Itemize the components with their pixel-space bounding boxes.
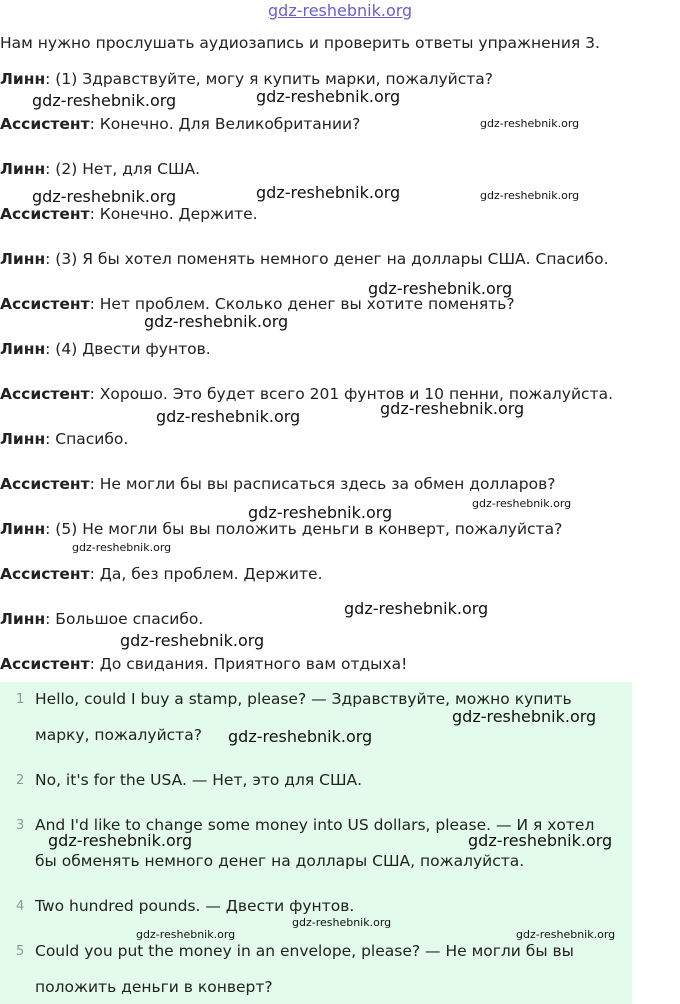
answer-text: марку, пожалуйста? [35,726,202,744]
dialogue-line [0,114,360,134]
answer-number: 4 [16,899,25,914]
line-text: : Да, без проблем. Держите. [89,565,323,583]
speaker-name: Линн [0,250,46,268]
dialogue-line [0,474,555,494]
answer-text: Two hundred pounds. — Двести фунтов. [35,897,355,915]
watermark: gdz-reshebnik.org [292,916,392,929]
line-text: : (5) Не могли бы вы положить деньги в конверт, пожалуйста? [45,520,563,538]
line-text: : (2) Нет, для США. [45,160,201,178]
watermark: gdz-reshebnik.org [452,707,597,726]
dialogue-line [0,654,407,674]
watermark: gdz-reshebnik.org [32,187,177,206]
speaker-name: Ассистент [0,385,90,403]
dialogue-line [0,69,493,89]
watermark: gdz-reshebnik.org [248,503,393,522]
intro-text: Нам нужно прослушать аудиозапись и проверить ответы упражнения 3. [0,34,600,52]
answer-text: Could you put the money in an envelope, please? — Не могли бы вы [35,942,574,960]
speaker-name: Ассистент [0,295,90,313]
line-text: : Хорошо. Это будет всего 201 фунтов и 10 пенни, пожалуйста. [89,385,614,403]
watermark: gdz-reshebnik.org [156,407,301,426]
dialogue-line [0,564,323,584]
speaker-name: Линн [0,430,46,448]
watermark: gdz-reshebnik.org [72,541,172,554]
speaker-name: Ассистент [0,115,90,133]
line-text: : (4) Двести фунтов. [45,340,211,358]
dialogue-line [0,519,562,539]
line-text: : Большое спасибо. [45,610,204,628]
watermark: gdz-reshebnik.org [144,312,289,331]
line-text: : Не могли бы вы расписаться здесь за обмен долларов? [89,475,556,493]
watermark-top[interactable]: gdz-reshebnik.org [268,1,413,20]
watermark: gdz-reshebnik.org [480,117,580,130]
watermark: gdz-reshebnik.org [228,727,373,746]
answer-number: 2 [16,773,25,788]
line-text: : Спасибо. [45,430,129,448]
answer-text: And I'd like to change some money into US dollars, please. — И я хотел [35,816,595,834]
watermark: gdz-reshebnik.org [380,399,525,418]
watermark: gdz-reshebnik.org [344,599,489,618]
watermark: gdz-reshebnik.org [368,279,513,298]
line-text: : Конечно. Держите. [89,205,258,223]
speaker-name: Линн [0,520,46,538]
speaker-name: Ассистент [0,565,90,583]
watermark: gdz-reshebnik.org [256,87,401,106]
line-text: : Нет проблем. Сколько денег вы хотите поменять? [89,295,515,313]
answer-number: 5 [16,944,25,959]
answer-text: бы обменять немного денег на доллары США, пожалуйста. [35,852,525,870]
speaker-name: Ассистент [0,655,90,673]
line-text: : (3) Я бы хотел поменять немного денег на доллары США. Спасибо. [45,250,609,268]
dialogue-line [0,204,258,224]
watermark: gdz-reshebnik.org [468,831,613,850]
answer-text: No, it's for the USA. — Нет, это для США. [35,771,363,789]
watermark: gdz-reshebnik.org [32,91,177,110]
dialogue-line [0,339,211,359]
speaker-name: Ассистент [0,205,90,223]
watermark: gdz-reshebnik.org [256,183,401,202]
watermark: gdz-reshebnik.org [480,189,580,202]
watermark: gdz-reshebnik.org [120,631,265,650]
watermark: gdz-reshebnik.org [136,928,236,941]
speaker-name: Линн [0,160,46,178]
dialogue-line [0,429,128,449]
answer-text: положить деньги в конверт? [35,978,273,996]
line-text: : До свидания. Приятного вам отдыха! [89,655,408,673]
dialogue-line [0,159,200,179]
answer-number: 3 [16,818,25,833]
line-text: : Конечно. Для Великобритании? [89,115,361,133]
speaker-name: Линн [0,70,46,88]
speaker-name: Ассистент [0,475,90,493]
answer-text: Hello, could I buy a stamp, please? — Здравствуйте, можно купить [35,690,572,708]
speaker-name: Линн [0,610,46,628]
answer-number: 1 [16,692,25,707]
line-text: : (1) Здравствуйте, могу я купить марки, пожалуйста? [45,70,493,88]
dialogue-line [0,609,203,629]
speaker-name: Линн [0,340,46,358]
watermark: gdz-reshebnik.org [472,497,572,510]
watermark: gdz-reshebnik.org [516,928,616,941]
watermark: gdz-reshebnik.org [48,831,193,850]
dialogue-line [0,249,609,269]
